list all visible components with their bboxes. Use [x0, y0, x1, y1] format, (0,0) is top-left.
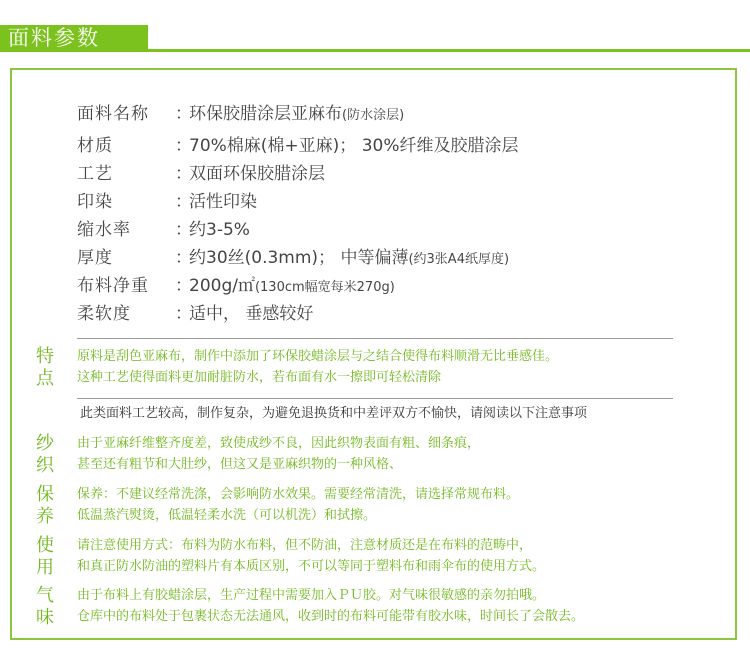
spec-row-shrinkage: [77, 216, 250, 244]
spec-row-net-weight: [77, 272, 395, 300]
spec-value: 约3-5%: [189, 220, 250, 240]
spec-colon: ：: [175, 164, 192, 184]
category-text-care: [77, 484, 519, 526]
spec-note: (130cm幅宽每米270g): [254, 280, 395, 295]
spec-colon: ：: [175, 220, 192, 240]
spec-label: 柔软度: [77, 304, 131, 324]
category-label-char: 气: [36, 585, 54, 606]
category-text-odor: [77, 585, 584, 627]
spec-value: 活性印染: [189, 192, 257, 212]
category-text-features: [77, 346, 558, 388]
spec-colon: ：: [175, 248, 192, 268]
spec-label: 印染: [77, 192, 113, 212]
category-line: 甚至还有粗节和大肚纱，但这又是亚麻织物的一种风格、: [77, 457, 403, 472]
category-label-yarn: [34, 433, 56, 477]
category-label-char: 味: [36, 607, 54, 628]
category-label-char: 织: [36, 455, 54, 476]
spec-label: 厚度: [77, 248, 113, 268]
spec-colon: ：: [175, 136, 192, 156]
category-line: 这种工艺使得面料更加耐脏防水，若布面有水一擦即可轻松清除: [77, 370, 442, 385]
spec-value: 200g/㎡: [189, 276, 255, 296]
category-line: 由于亚麻纤维整齐度差，致使成纱不良，因此织物表面有粗、细条痕，: [77, 436, 481, 451]
spec-row-softness: [77, 300, 313, 328]
spec-row-material: [77, 132, 518, 160]
category-label-features: [34, 346, 56, 390]
spec-value: 环保胶腊涂层亚麻布: [189, 104, 342, 124]
spec-row-process: [77, 160, 325, 188]
spec-label: 缩水率: [77, 220, 131, 240]
category-label-char: 纱: [36, 433, 54, 454]
category-label-usage: [34, 535, 56, 579]
section-title: 面料参数: [0, 25, 148, 52]
category-label-odor: [34, 585, 56, 629]
category-line: 请注意使用方式：布料为防水布料，但不防油，注意材质还是在布料的范畴中，: [77, 538, 533, 553]
spec-row-dyeing: [77, 188, 257, 216]
category-line: 由于布料上有胶蜡涂层，生产过程中需要加入ＰＵ胶。对气味很敏感的亲勿拍哦。: [77, 588, 546, 603]
category-label-char: 养: [36, 506, 54, 527]
category-line: 低温蒸汽熨烫，低温轻柔水洗（可以机洗）和拭擦。: [77, 508, 377, 523]
spec-value: 约30丝(0.3mm)； 中等偏薄: [189, 248, 409, 268]
spec-label: 材质: [77, 136, 113, 156]
spec-colon: ：: [175, 104, 192, 124]
spec-colon: ：: [175, 192, 192, 212]
spec-note: (约3张A4纸厚度): [408, 252, 510, 267]
divider: [77, 398, 673, 399]
category-label-char: 保: [36, 484, 54, 505]
spec-row-thickness: [77, 244, 509, 272]
spec-row-fabric-name: [77, 100, 404, 128]
category-label-char: 点: [36, 368, 54, 389]
category-line: 和真正防水防油的塑料片有本质区别，不可以等同于塑料布和雨伞布的使用方式。: [77, 559, 546, 574]
spec-value: 70%棉麻(棉+亚麻)； 30%纤维及胶腊涂层: [189, 136, 519, 156]
notice-text: 此类面料工艺较高，制作复杂，为避免退换货和中差评双方不愉快，请阅读以下注意事项: [80, 406, 588, 421]
category-line: 原料是刮色亚麻布，制作中添加了环保胶蜡涂层与之结合使得布料顺滑无比垂感佳。: [77, 349, 559, 364]
spec-value: 双面环保胶腊涂层: [189, 164, 325, 184]
category-text-yarn: [77, 433, 480, 475]
category-label-care: [34, 484, 56, 528]
category-label-char: 使: [36, 535, 54, 556]
category-line: 仓库中的布料处于包裹状态无法通风，收到时的布料可能带有胶水味，时间长了会散去。: [77, 609, 585, 624]
spec-colon: ：: [175, 304, 192, 324]
category-text-usage: [77, 535, 545, 577]
spec-label: 工艺: [77, 164, 113, 184]
spec-value: 适中， 垂感较好: [189, 304, 314, 324]
divider: [77, 338, 673, 339]
spec-label: 布料净重: [77, 276, 149, 296]
spec-colon: ：: [175, 276, 192, 296]
spec-note: (防水涂层): [342, 108, 405, 123]
category-label-char: 特: [36, 346, 54, 367]
category-line: 保养：不建议经常洗涤，会影响防水效果。需要经常清洗，请选择常规布料。: [77, 487, 520, 502]
category-label-char: 用: [36, 557, 54, 578]
spec-label: 面料名称: [77, 104, 149, 124]
